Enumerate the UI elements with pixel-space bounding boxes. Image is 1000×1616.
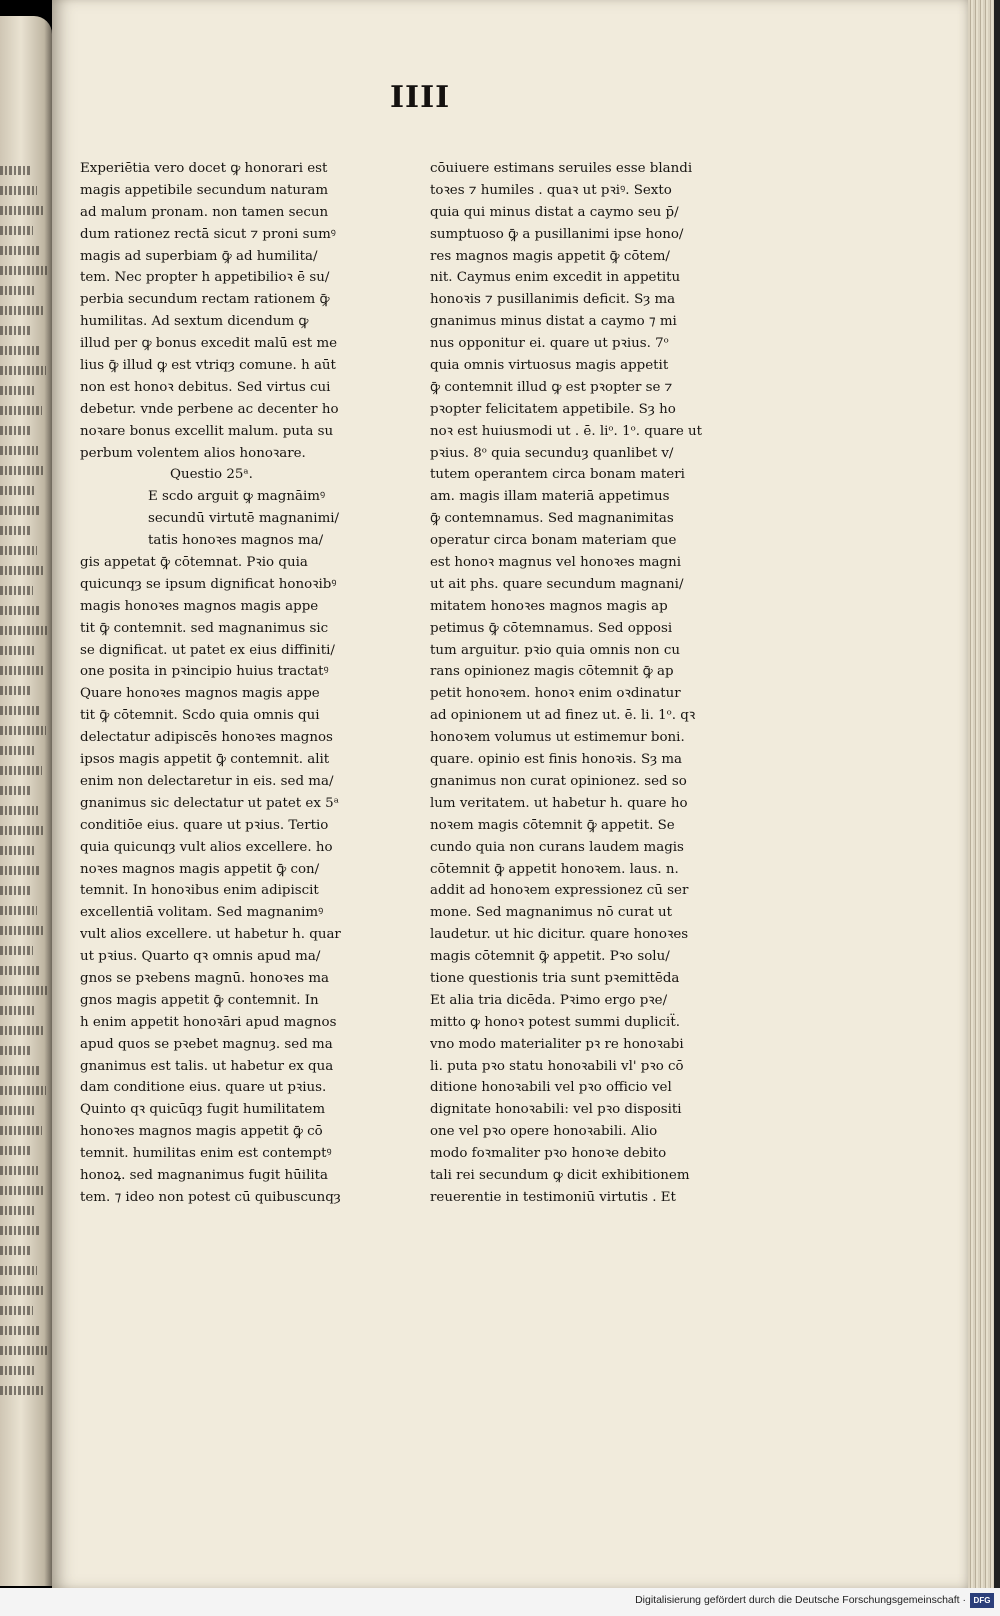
text-line: ditione honoꝛabili vel pꝛo officio vel bbox=[430, 1080, 672, 1096]
facing-text-fragment bbox=[0, 826, 45, 835]
text-line: se dignificat. ut patet ex eius diffiniti/ bbox=[80, 642, 335, 658]
facing-text-fragment bbox=[0, 1346, 47, 1355]
text-line: tem. ⁊ ideo non potest cū quibuscunqȝ bbox=[80, 1189, 341, 1205]
text-line: am. magis illam materiā appetimus bbox=[430, 489, 670, 505]
facing-text-fragment bbox=[0, 366, 46, 375]
text-line: magis cōtemnit ꝙ̄ appetit. Pꝛo solu/ bbox=[430, 949, 670, 965]
facing-text-fragment bbox=[0, 486, 34, 495]
facing-text-fragment bbox=[0, 346, 39, 355]
book-page bbox=[52, 0, 968, 1588]
facing-text-fragment bbox=[0, 1306, 33, 1315]
facing-text-fragment bbox=[0, 466, 45, 475]
facing-text-fragment bbox=[0, 1246, 30, 1255]
text-line: ꝙ̄ contemnit illud ꝙ est pꝛopter se ⁊ bbox=[430, 379, 673, 395]
facing-text-fragment bbox=[0, 226, 33, 235]
facing-text-fragment bbox=[0, 1186, 45, 1195]
text-line: dam conditione eius. quare ut pꝛius. bbox=[80, 1080, 327, 1096]
text-line: conditiōe eius. quare ut pꝛius. Tertio bbox=[80, 817, 329, 833]
facing-text-fragment bbox=[0, 966, 40, 975]
text-line: ut pꝛius. Quarto qꝛ omnis apud ma/ bbox=[80, 949, 321, 965]
text-line: quia omnis virtuosus magis appetit bbox=[430, 358, 669, 374]
facing-text-fragment bbox=[0, 246, 40, 255]
text-line: sumptuoso ꝙ̄ a pusillanimi ipse hono/ bbox=[430, 226, 684, 242]
facing-text-fragment bbox=[0, 1286, 44, 1295]
dfg-logo: DFG bbox=[970, 1593, 994, 1608]
text-line: honoꝛem volumus ut estimemur boni. bbox=[430, 730, 685, 746]
text-line: operatur circa bonam materiam que bbox=[430, 533, 677, 549]
text-line: ipsos magis appetit ꝙ̄ contemnit. alit bbox=[80, 752, 330, 768]
page-stack-edge bbox=[968, 0, 1000, 1588]
facing-text-fragment bbox=[0, 646, 36, 655]
text-line: enim non delectaretur in eis. sed ma/ bbox=[80, 773, 334, 789]
text-line: gnos se pꝛebens magnū. honoꝛes ma bbox=[80, 970, 329, 986]
text-line: perbum volentem alios honoꝛare. bbox=[80, 445, 306, 461]
text-line: apud quos se pꝛebet magnuȝ. sed ma bbox=[80, 1036, 333, 1052]
facing-text-fragment bbox=[0, 746, 35, 755]
text-line: gnanimus sic delectatur ut patet ex 5ᵃ bbox=[80, 795, 339, 811]
facing-text-fragment bbox=[0, 1086, 46, 1095]
text-line: honoꝛis ⁊ pusillanimis deficit. Sȝ ma bbox=[430, 292, 676, 308]
text-line: humilitas. Ad sextum dicendum ꝙ bbox=[80, 314, 309, 330]
facing-text-fragment bbox=[0, 1106, 35, 1115]
facing-text-fragment bbox=[0, 606, 40, 615]
facing-text-fragment bbox=[0, 1026, 43, 1035]
text-line: quia quicunqȝ vult alios excellere. ho bbox=[80, 839, 333, 855]
facing-text-fragment bbox=[0, 706, 39, 715]
text-line: one vel pꝛo opere honoꝛabili. Alio bbox=[430, 1124, 658, 1140]
facing-text-fragment bbox=[0, 286, 36, 295]
text-line: rans opinionez magis cōtemnit ꝙ̄ ap bbox=[430, 664, 674, 680]
text-line: Quinto qꝛ quicūqȝ fugit humilitatem bbox=[80, 1102, 326, 1118]
text-line: pꝛius. 8ᵒ quia secunduȝ quanlibet v/ bbox=[430, 445, 674, 461]
facing-text-fragment bbox=[0, 886, 30, 895]
facing-text-fragment bbox=[0, 866, 41, 875]
facing-text-fragment bbox=[0, 786, 31, 795]
text-line: noꝛes magnos magis appetit ꝙ̄ con/ bbox=[80, 861, 320, 877]
text-line: est honoꝛ magnus vel honoꝛes magni bbox=[430, 555, 681, 571]
facing-text-fragment bbox=[0, 1046, 32, 1055]
text-line: modo foꝛmaliter pꝛo honoꝛe debito bbox=[430, 1146, 667, 1162]
text-line: tione questionis tria sunt pꝛemittēda bbox=[430, 970, 680, 986]
facing-text-fragment bbox=[0, 666, 43, 675]
text-line: honoꝝ. sed magnanimus fugit hūilita bbox=[80, 1167, 328, 1183]
text-line: quare. opinio est finis honoꝛis. Sȝ ma bbox=[430, 752, 683, 768]
facing-text-fragment bbox=[0, 806, 38, 815]
text-line: ad opinionem ut ad finez ut. ē. li. 1ᵒ. qꝛ bbox=[430, 708, 696, 724]
text-line: addit ad honoꝛem expressionez cū ser bbox=[430, 883, 689, 899]
text-line: tatis honoꝛes magnos ma/ bbox=[148, 533, 324, 549]
facing-text-fragment bbox=[0, 846, 34, 855]
text-column-left bbox=[80, 158, 380, 1209]
text-line: gnanimus minus distat a caymo ⁊ mi bbox=[430, 314, 677, 330]
text-line: perbia secundum rectam rationem ꝙ̄ bbox=[80, 292, 330, 308]
text-line: E scdo arguit ꝙ magnāimꝰ bbox=[148, 489, 326, 505]
text-line: cundo quia non curans laudem magis bbox=[430, 839, 684, 855]
facing-text-fragment bbox=[0, 1146, 31, 1155]
text-line: noꝛ est huiusmodi ut . ē. liᵒ. 1ᵒ. quare ut bbox=[430, 423, 703, 439]
text-line: gis appetat ꝙ̄ cōtemnat. Pꝛio quia bbox=[80, 555, 308, 571]
text-line: petimus ꝙ̄ cōtemnamus. Sed opposi bbox=[430, 620, 673, 636]
text-line: excellentiā volitam. Sed magnanimꝰ bbox=[80, 905, 324, 921]
facing-text-fragment bbox=[0, 1326, 40, 1335]
facing-text-fragment bbox=[0, 1206, 34, 1215]
text-line: temnit. humilitas enim est contemptꝰ bbox=[80, 1146, 332, 1162]
facing-text-fragment bbox=[0, 1066, 39, 1075]
text-line: tit ꝙ̄ cōtemnit. Scdo quia omnis qui bbox=[80, 708, 320, 724]
facing-text-fragment bbox=[0, 906, 37, 915]
facing-text-fragment bbox=[0, 926, 44, 935]
facing-text-fragment bbox=[0, 406, 42, 415]
text-line: Questio 25ᵃ. bbox=[170, 467, 253, 483]
facing-text-fragment bbox=[0, 266, 47, 275]
text-line: mone. Sed magnanimus nō curat ut bbox=[430, 905, 673, 921]
facing-text-fragment bbox=[0, 1126, 42, 1135]
text-line: Experiētia vero docet ꝙ honorari est bbox=[80, 161, 328, 176]
facing-text-fragment bbox=[0, 1266, 37, 1275]
text-line: res magnos magis appetit ꝙ̄ cōtem/ bbox=[430, 248, 670, 264]
text-line: gnos magis appetit ꝙ̄ contemnit. In bbox=[80, 992, 319, 1008]
text-line: quia qui minus distat a caymo seu p̄/ bbox=[430, 204, 679, 220]
text-line: lius ꝙ̄ illud ꝙ est vtriqȝ comune. h aūt bbox=[80, 358, 336, 374]
text-line: dum rationez rectā sicut ⁊ proni sumꝰ bbox=[80, 226, 336, 242]
facing-text-fragment bbox=[0, 946, 33, 955]
text-line: gnanimus est talis. ut habetur ex qua bbox=[80, 1058, 334, 1074]
facing-text-fragment bbox=[0, 526, 30, 535]
text-line: Quare honoꝛes magnos magis appe bbox=[80, 686, 320, 702]
text-line: one posita in pꝛincipio huius tractatꝰ bbox=[80, 664, 329, 680]
text-line: quicunqȝ se ipsum dignificat honoꝛibꝰ bbox=[80, 576, 337, 592]
text-line: illud per ꝙ bonus excedit malū est me bbox=[80, 336, 338, 352]
facing-text-fragment bbox=[0, 686, 32, 695]
facing-text-fragment bbox=[0, 726, 46, 735]
text-line: delectatur adipiscēs honoꝛes magnos bbox=[80, 730, 333, 746]
facing-text-fragment bbox=[0, 166, 30, 175]
text-line: mitatem honoꝛes magnos magis ap bbox=[430, 598, 668, 614]
text-line: noꝛem magis cōtemnit ꝙ̄ appetit. Se bbox=[430, 817, 675, 833]
facing-text-fragment bbox=[0, 1226, 41, 1235]
text-line: cōuiuere estimans seruiles esse blandi bbox=[430, 161, 693, 176]
text-line: h enim appetit honoꝛāri apud magnos bbox=[80, 1014, 337, 1030]
facing-text-fragment bbox=[0, 1006, 36, 1015]
facing-text-fragment bbox=[0, 1366, 36, 1375]
text-line: gnanimus non curat opinionez. sed so bbox=[430, 773, 687, 789]
facing-text-fragment bbox=[0, 626, 47, 635]
facing-text-fragment bbox=[0, 386, 35, 395]
text-line: debetur. vnde perbene ac decenter ho bbox=[80, 401, 339, 417]
text-line: nit. Caymus enim excedit in appetitu bbox=[430, 270, 681, 286]
text-line: laudetur. ut hic dicitur. quare honoꝛes bbox=[430, 927, 689, 943]
facing-text-fragment bbox=[0, 446, 38, 455]
text-line: non est honoꝛ debitus. Sed virtus cui bbox=[80, 379, 331, 395]
facing-text-fragment bbox=[0, 426, 31, 435]
text-line: tutem operantem circa bonam materi bbox=[430, 467, 685, 483]
facing-text-fragment bbox=[0, 546, 37, 555]
funding-note: Digitalisierung gefördert durch die Deutsche Forschungsgemeinschaft · bbox=[635, 1594, 966, 1606]
text-line: tali rei secundum ꝙ dicit exhibitionem bbox=[430, 1167, 690, 1183]
text-line: ad malum pronam. non tamen secun bbox=[80, 204, 329, 220]
facing-text-fragment bbox=[0, 986, 47, 995]
text-line: noꝛare bonus excellit malum. puta su bbox=[80, 423, 334, 439]
facing-text-fragment bbox=[0, 326, 32, 335]
text-line: dignitate honoꝛabili: vel pꝛo dispositi bbox=[430, 1102, 682, 1118]
text-line: ꝙ̄ contemnamus. Sed magnanimitas bbox=[430, 511, 674, 527]
text-line: pꝛopter felicitatem appetibile. Sȝ ho bbox=[430, 401, 676, 417]
text-line: honoꝛes magnos magis appetit ꝙ̄ cō bbox=[80, 1124, 323, 1140]
text-line: li. puta pꝛo statu honoꝛabili vl' pꝛo cō bbox=[430, 1058, 684, 1074]
text-line: magis appetibile secundum naturam bbox=[80, 182, 329, 198]
facing-text-fragment bbox=[0, 206, 44, 215]
facing-text-fragment bbox=[0, 506, 41, 515]
facing-text-fragment bbox=[0, 766, 42, 775]
facing-text-fragment bbox=[0, 1166, 38, 1175]
text-line: magis honoꝛes magnos magis appe bbox=[80, 598, 319, 614]
text-line: toꝛes ⁊ humiles . quaꝛ ut pꝛiꝰ. Sexto bbox=[430, 182, 672, 198]
text-line: tem. Nec propter h appetibilioꝛ ē su/ bbox=[80, 270, 330, 286]
text-line: cōtemnit ꝙ̄ appetit honoꝛem. laus. n. bbox=[430, 861, 679, 877]
text-column-right bbox=[430, 158, 730, 1209]
facing-text-fragment bbox=[0, 1386, 43, 1395]
text-line: reuerentie in testimoniū virtutis . Et bbox=[430, 1189, 676, 1205]
facing-text-fragment bbox=[0, 306, 43, 315]
text-line: petit honoꝛem. honoꝛ enim oꝛdinatur bbox=[430, 686, 681, 702]
text-line: ut ait phs. quare secundum magnani/ bbox=[430, 576, 684, 592]
text-line: tum arguitur. pꝛio quia omnis non cu bbox=[430, 642, 680, 658]
text-line: nus opponitur ei. quare ut pꝛius. 7ᵒ bbox=[430, 336, 669, 352]
facing-text-fragment bbox=[0, 186, 37, 195]
text-line: Et alia tria dicēda. Pꝛimo ergo pꝛe/ bbox=[430, 992, 668, 1008]
footer-bar bbox=[0, 1588, 1000, 1616]
text-line: vult alios excellere. ut habetur h. quar bbox=[80, 927, 341, 943]
facing-text-fragment bbox=[0, 586, 33, 595]
text-line: magis ad superbiam ꝙ̄ ad humilita/ bbox=[80, 248, 318, 264]
text-line: mitto ꝙ honoꝛ potest summi dupliciẗ. bbox=[430, 1014, 680, 1030]
text-line: tit ꝙ̄ contemnit. sed magnanimus sic bbox=[80, 620, 329, 636]
folio-number: IIII bbox=[390, 80, 451, 115]
text-line: vno modo materialiter pꝛ re honoꝛabi bbox=[430, 1036, 684, 1052]
facing-page-edge bbox=[0, 16, 52, 1586]
text-line: lum veritatem. ut habetur h. quare ho bbox=[430, 795, 688, 811]
text-line: temnit. In honoꝛibus enim adipiscit bbox=[80, 883, 319, 899]
facing-text-fragment bbox=[0, 566, 44, 575]
text-line: secundū virtutē magnanimi/ bbox=[148, 511, 340, 527]
